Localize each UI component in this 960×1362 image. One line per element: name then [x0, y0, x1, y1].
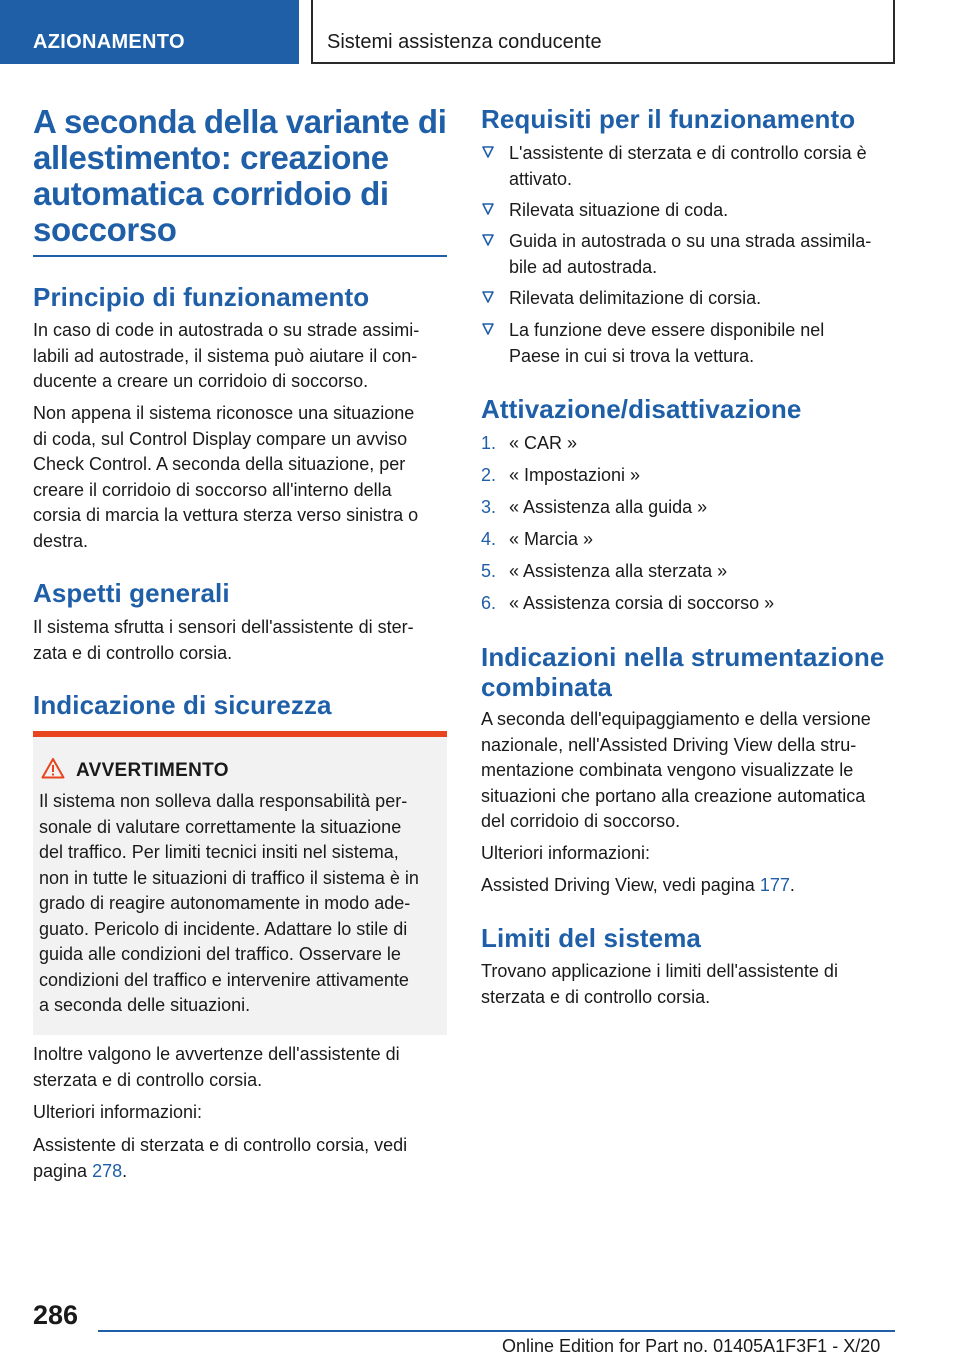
- page-link-177[interactable]: 177: [759, 875, 790, 895]
- heading-aspetti: Aspetti generali: [33, 578, 230, 608]
- paragraph: A seconda dell'equipaggiamento e della versione nazionale, nell'Assisted Driving View della stru- mentazione combinata vengono visualizzate le situazioni che portano alla creazione automatica del corridoio di soccorso.: [481, 709, 871, 831]
- heading-attivazione: Attivazione/disattivazione: [481, 394, 802, 424]
- page-title-line: soccorso: [33, 211, 177, 248]
- warning-text: Il sistema non solleva dalla responsabilità per- sonale di valutare correttamente la situazione del traffico. Per limiti tecnici insiti nel sistema, non in tutte le situazioni di traffico il sistema è in grado di reagire autonomamente in modo ade- guato. Pericolo di incidente. Adattare lo stile di guida alle condizioni del traffico. Osservare le condizioni del traffico e intervenire attivamente a seconda delle situazioni.: [39, 791, 419, 1015]
- cross-reference: Assisted Driving View, vedi pagina 177.: [481, 875, 795, 895]
- title-divider: [33, 255, 447, 257]
- heading-limiti: Limiti del sistema: [481, 923, 701, 953]
- page-title-line: A seconda della variante di: [33, 103, 447, 140]
- page-link-278[interactable]: 278: [92, 1160, 123, 1181]
- page-number: 286: [33, 1300, 79, 1330]
- triangle-bullet-icon: [481, 289, 495, 305]
- paragraph: Il sistema sfrutta i sensori dell'assistente di ster- zata e di controllo corsia.: [33, 617, 414, 663]
- triangle-bullet-icon: [481, 321, 495, 337]
- section-tab: AZIONAMENTO: [0, 0, 299, 64]
- more-info-label: Ulteriori informazioni:: [33, 1102, 203, 1122]
- paragraph: Non appena il sistema riconosce una situazione di coda, sul Control Display compare un avviso Check Control. A seconda della situazione, per creare il corridoio di soccorso all'interno della corsia di marcia la vettura sterza verso sinistra o destra.: [33, 403, 419, 551]
- paragraph: Inoltre valgono le avvertenze dell'assistente di sterzata e di controllo corsia.: [33, 1044, 400, 1090]
- heading-principio: Principio di funzionamento: [33, 282, 370, 312]
- warning-triangle-icon: [41, 757, 65, 779]
- footer-divider: [98, 1330, 895, 1332]
- heading-sicurezza: Indicazione di sicurezza: [33, 690, 332, 720]
- heading-indicazioni: Indicazioni nella strumentazione combinata: [481, 642, 885, 702]
- paragraph: Trovano applicazione i limiti dell'assistente di sterzata e di controllo corsia.: [481, 961, 838, 1007]
- page-title-line: allestimento: creazione: [33, 139, 389, 176]
- edition-note: Online Edition for Part no. 01405A1F3F1 - X/20: [502, 1336, 881, 1356]
- triangle-bullet-icon: [481, 201, 495, 217]
- heading-requisiti: Requisiti per il funzionamento: [481, 104, 856, 134]
- chapter-title: Sistemi assistenza conducente: [311, 0, 895, 64]
- page-title: [33, 104, 447, 248]
- warning-box: [33, 737, 447, 1035]
- page-title-line: automatica corridoio di: [33, 175, 389, 212]
- triangle-bullet-icon: [481, 144, 495, 160]
- triangle-bullet-icon: [481, 232, 495, 248]
- paragraph: In caso di code in autostrada o su strade assimi- labili ad autostrade, il sistema può aiutare il con- ducente a creare un corridoio di soccorso.: [33, 320, 420, 391]
- more-info-label: Ulteriori informazioni:: [481, 843, 651, 863]
- cross-reference: Assistente di sterzata e di controllo corsia, vedi pagina 278.: [33, 1135, 408, 1181]
- warning-title: AVVERTIMENTO: [76, 760, 229, 781]
